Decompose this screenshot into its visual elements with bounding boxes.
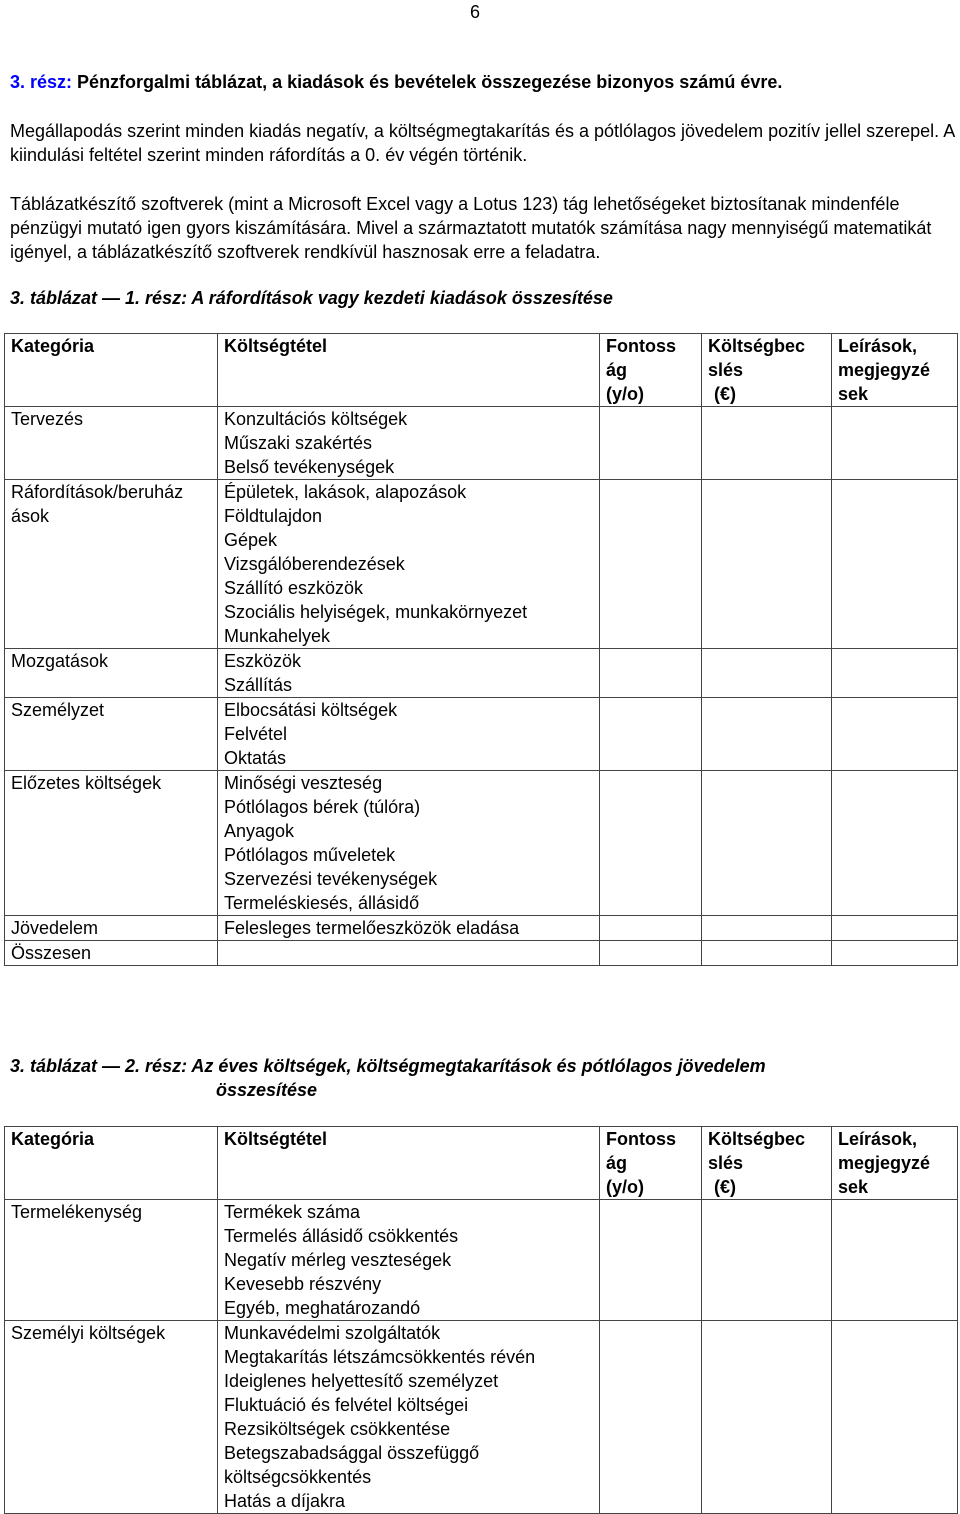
- notes-cell: [832, 1200, 958, 1321]
- cost-item: Oktatás: [224, 748, 287, 768]
- cost-item: költségcsökkentés: [224, 1467, 372, 1487]
- table1-title: [10, 286, 955, 310]
- table1-header-item: Költségtétel: [218, 334, 600, 407]
- table-row: [5, 407, 958, 480]
- estimate-cell: [702, 407, 832, 480]
- table2-header-notes: [832, 1127, 958, 1200]
- header-line: Leírások,: [838, 336, 918, 356]
- notes-cell: [832, 916, 958, 941]
- importance-cell: [600, 1321, 702, 1514]
- category-cell: [5, 771, 218, 916]
- table-row: [5, 1200, 958, 1321]
- items-cell: [218, 941, 600, 966]
- cost-item: Eszközök: [224, 651, 302, 671]
- cost-item: Pótlólagos bérek (túlóra): [224, 797, 421, 817]
- cost-item: Rezsiköltségek csökkentése: [224, 1419, 451, 1439]
- estimate-cell: [702, 649, 832, 698]
- table1-header-notes: [832, 334, 958, 407]
- table2: [4, 1126, 958, 1514]
- importance-cell: [600, 916, 702, 941]
- importance-cell: [600, 771, 702, 916]
- cost-item: Szervezési tevékenységek: [224, 869, 438, 889]
- section-heading-text: Pénzforgalmi táblázat, a kiadások és bevételek összegezése bizonyos számú évre.: [72, 72, 783, 92]
- estimate-cell: [702, 771, 832, 916]
- header-line: sek: [838, 1177, 869, 1197]
- header-line: ág: [606, 1153, 628, 1173]
- cost-item: Anyagok: [224, 821, 295, 841]
- category-cell: [5, 649, 218, 698]
- header-line: (€): [714, 384, 736, 404]
- importance-cell: [600, 480, 702, 649]
- table1-header-row: [5, 334, 958, 407]
- importance-cell: [600, 941, 702, 966]
- table1-body: [5, 407, 958, 966]
- cost-item: Betegszabadsággal összefüggő: [224, 1443, 480, 1463]
- category-line: Jövedelem: [11, 918, 99, 938]
- estimate-cell: [702, 1200, 832, 1321]
- notes-cell: [832, 698, 958, 771]
- category-line: Tervezés: [11, 409, 84, 429]
- section-heading-prefix: 3. rész:: [10, 72, 73, 92]
- cost-item: Minőségi veszteség: [224, 773, 383, 793]
- cost-item: Felesleges termelőeszközök eladása: [224, 918, 520, 938]
- items-cell: [218, 480, 600, 649]
- category-line: Ráfordítások/beruház: [11, 482, 184, 502]
- items-cell: [218, 649, 600, 698]
- estimate-cell: [702, 480, 832, 649]
- items-cell: [218, 1200, 600, 1321]
- header-line: ág: [606, 360, 628, 380]
- category-cell: [5, 1200, 218, 1321]
- cost-item: Termékek száma: [224, 1202, 361, 1222]
- header-line: megjegyzé: [838, 360, 931, 380]
- cost-item: Konzultációs költségek: [224, 409, 408, 429]
- cost-item: Épületek, lakások, alapozások: [224, 482, 467, 502]
- cost-item: Belső tevékenységek: [224, 457, 395, 477]
- estimate-cell: [702, 941, 832, 966]
- cost-item: Termelés állásidő csökkentés: [224, 1226, 459, 1246]
- header-line: (y/o): [606, 384, 644, 404]
- table2-header-estimate: [702, 1127, 832, 1200]
- category-line: Személyi költségek: [11, 1323, 166, 1343]
- notes-cell: [832, 941, 958, 966]
- category-cell: [5, 407, 218, 480]
- header-line: Fontoss: [606, 1129, 676, 1149]
- table1-header-category: Kategória: [5, 334, 218, 407]
- header-line: slés: [708, 360, 744, 380]
- cost-item: Munkavédelmi szolgáltatók: [224, 1323, 441, 1343]
- category-cell: [5, 1321, 218, 1514]
- cost-item: Szociális helyiségek, munkakörnyezet: [224, 602, 528, 622]
- notes-cell: [832, 1321, 958, 1514]
- header-line: Költségbec: [708, 1129, 806, 1149]
- table2-header-importance: [600, 1127, 702, 1200]
- table-row: [5, 649, 958, 698]
- table1-title-prefix: 3. táblázat — 1.: [10, 288, 141, 308]
- page-number: 6: [470, 2, 481, 22]
- category-line: ások: [11, 506, 50, 526]
- header-line: slés: [708, 1153, 744, 1173]
- cost-item: Fluktuáció és felvétel költségei: [224, 1395, 469, 1415]
- items-cell: [218, 771, 600, 916]
- category-line: Összesen: [11, 943, 92, 963]
- header-line: (€): [714, 1177, 736, 1197]
- table1-title-text: rész: A ráfordítások vagy kezdeti kiadások összesítése: [140, 288, 613, 308]
- header-line: Költségbec: [708, 336, 806, 356]
- category-cell: [5, 698, 218, 771]
- header-line: megjegyzé: [838, 1153, 931, 1173]
- header-line: Fontoss: [606, 336, 676, 356]
- cost-item: Felvétel: [224, 724, 288, 744]
- items-cell: [218, 916, 600, 941]
- table-row: [5, 916, 958, 941]
- category-line: Termelékenység: [11, 1202, 143, 1222]
- table-row: [5, 698, 958, 771]
- importance-cell: [600, 407, 702, 480]
- items-cell: [218, 1321, 600, 1514]
- cost-item: Elbocsátási költségek: [224, 700, 398, 720]
- cost-item: Pótlólagos műveletek: [224, 845, 396, 865]
- table-row: [5, 771, 958, 916]
- table2-title-line2: összesítése: [216, 1080, 318, 1100]
- table-row: [5, 1321, 958, 1514]
- notes-cell: [832, 480, 958, 649]
- importance-cell: [600, 1200, 702, 1321]
- notes-cell: [832, 407, 958, 480]
- paragraph-2: Táblázatkészítő szoftverek (mint a Microsoft Excel vagy a Lotus 123) tág lehetőségeket biztosítanak mindenféle pénzügyi mutató igen gyors kiszámítására. Mivel a származtatott mutatók számítása nagy mennyiségű matematikát igényel, a táblázatkészítő szoftverek rendkívül hasznosak erre a feladatra.: [10, 194, 932, 262]
- table1: [4, 333, 958, 966]
- table-row: [5, 941, 958, 966]
- table1-header-estimate: [702, 334, 832, 407]
- cost-item: Negatív mérleg veszteségek: [224, 1250, 452, 1270]
- category-cell: [5, 916, 218, 941]
- table2-title-prefix: 3. táblázat — 2.: [10, 1056, 141, 1076]
- table2-title: [10, 1054, 955, 1102]
- table-row: [5, 480, 958, 649]
- notes-cell: [832, 771, 958, 916]
- cost-item: Ideiglenes helyettesítő személyzet: [224, 1371, 499, 1391]
- category-line: Személyzet: [11, 700, 105, 720]
- table2-header-item: Költségtétel: [218, 1127, 600, 1200]
- paragraph-1: Megállapodás szerint minden kiadás negatív, a költségmegtakarítás és a pótlólagos jövedelem pozitív jellel szerepel. A kiindulási feltétel szerint minden ráfordítás a 0. év végén történik.: [10, 121, 955, 165]
- table2-header-row: [5, 1127, 958, 1200]
- cost-item: Hatás a díjakra: [224, 1491, 346, 1511]
- estimate-cell: [702, 916, 832, 941]
- category-cell: [5, 941, 218, 966]
- category-line: Mozgatások: [11, 651, 109, 671]
- table2-body: [5, 1200, 958, 1514]
- cost-item: Munkahelyek: [224, 626, 331, 646]
- cost-item: Szállító eszközök: [224, 578, 364, 598]
- cost-item: Műszaki szakértés: [224, 433, 373, 453]
- category-cell: [5, 480, 218, 649]
- cost-item: Megtakarítás létszámcsökkentés révén: [224, 1347, 536, 1367]
- header-line: Leírások,: [838, 1129, 918, 1149]
- cost-item: Vizsgálóberendezések: [224, 554, 405, 574]
- table2-header-category: Kategória: [5, 1127, 218, 1200]
- estimate-cell: [702, 698, 832, 771]
- importance-cell: [600, 649, 702, 698]
- header-line: (y/o): [606, 1177, 644, 1197]
- importance-cell: [600, 698, 702, 771]
- cost-item: Gépek: [224, 530, 278, 550]
- table1-header-importance: [600, 334, 702, 407]
- category-line: Előzetes költségek: [11, 773, 162, 793]
- items-cell: [218, 407, 600, 480]
- cost-item: Földtulajdon: [224, 506, 323, 526]
- table2-title-text: rész: Az éves költségek, költségmegtakarítások és pótlólagos jövedelem: [140, 1056, 766, 1076]
- notes-cell: [832, 649, 958, 698]
- cost-item: Kevesebb részvény: [224, 1274, 382, 1294]
- items-cell: [218, 698, 600, 771]
- cost-item: Egyéb, meghatározandó: [224, 1298, 421, 1318]
- estimate-cell: [702, 1321, 832, 1514]
- cost-item: Szállítás: [224, 675, 293, 695]
- header-line: sek: [838, 384, 869, 404]
- cost-item: Termeléskiesés, állásidő: [224, 893, 420, 913]
- section-heading: [10, 70, 955, 94]
